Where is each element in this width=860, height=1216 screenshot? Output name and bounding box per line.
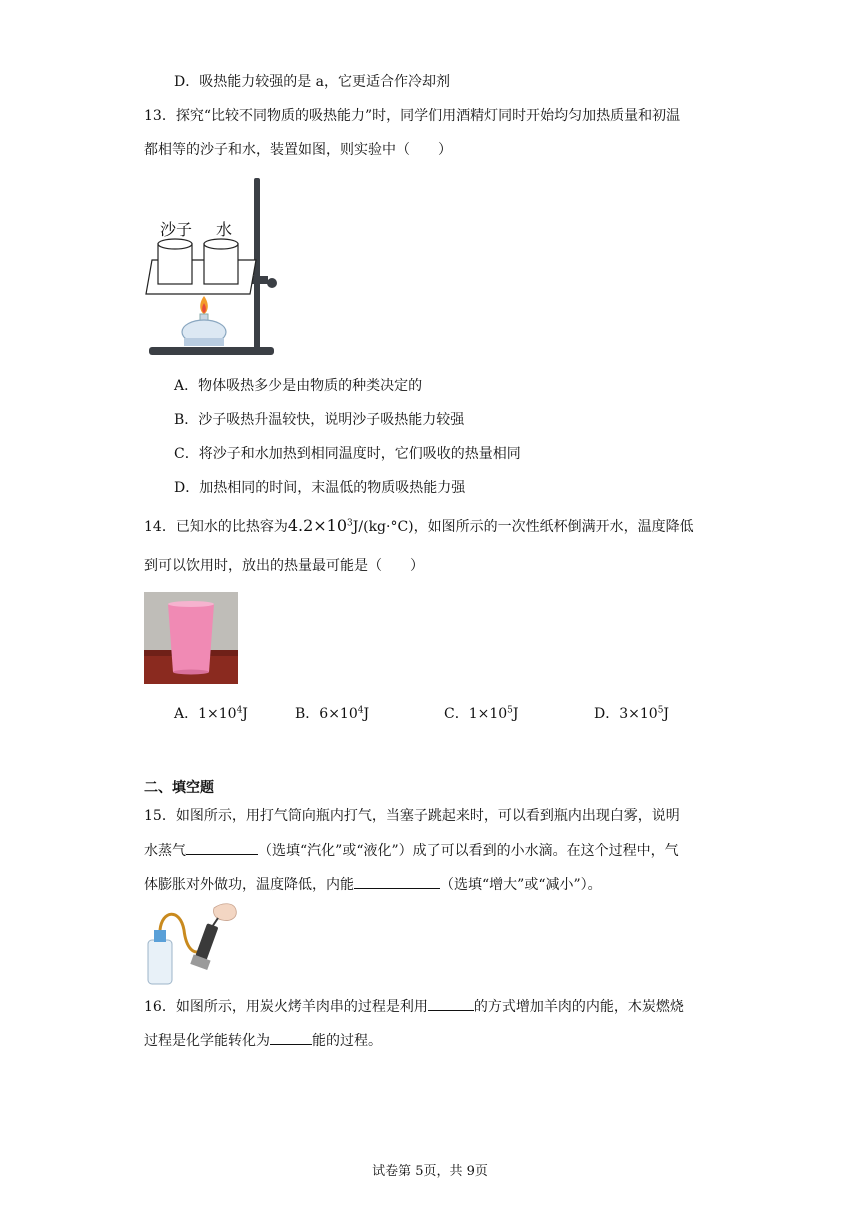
q15-line1: 15．如图所示，用打气筒向瓶内打气，当塞子跳起来时，可以看到瓶内出现白雾，说明 — [144, 808, 680, 824]
q15-blank-1[interactable] — [186, 840, 258, 855]
q14-option-a — [174, 704, 248, 724]
q14-option-b-unit: J — [363, 706, 370, 722]
q14-option-c — [444, 704, 519, 724]
q16-line1 — [144, 996, 684, 1017]
q12-option-d: D．吸热能力较强的是 a，它更适合作冷却剂 — [174, 74, 451, 90]
q14-coef: 4.2×10 — [287, 516, 348, 535]
q14-option-b-prefix: B．6×10 — [295, 706, 358, 722]
q14-unit: J/(kg·°C) — [352, 519, 414, 535]
sand-beaker — [158, 244, 192, 284]
paper-cup-photo — [144, 592, 238, 684]
bottle-stopper — [154, 930, 166, 942]
section-heading: 二、填空题 — [144, 780, 214, 796]
q13-stem-line1: 13．探究“比较不同物质的吸热能力”时，同学们用酒精灯同时开始均匀加热质量和初温 — [144, 108, 681, 124]
paper-cup-icon — [168, 604, 214, 672]
q13-option-d: D．加热相同的时间，末温低的物质吸热能力强 — [174, 480, 466, 496]
q14-exp: 3 — [347, 518, 353, 529]
q14-option-d-prefix: D．3×10 — [594, 706, 658, 722]
sand-beaker-rim — [158, 239, 192, 249]
air-pump-svg — [144, 900, 240, 988]
clamp-knob — [267, 278, 277, 288]
lamp-base — [184, 338, 224, 346]
q13-apparatus-figure — [144, 172, 284, 362]
q13-option-a: A．物体吸热多少是由物质的种类决定的 — [174, 378, 423, 394]
q16-line1-b: 的方式增加羊肉的内能，木炭燃烧 — [473, 999, 684, 1015]
q14-stem-suffix: ，如图所示的一次性纸杯倒满开水，温度降低 — [413, 519, 694, 535]
q16-line1-a: 16．如图所示，用炭火烤羊肉串的过程是利用 — [144, 999, 428, 1015]
q13-option-b: B．沙子吸热升温较快，说明沙子吸热能力较强 — [174, 412, 465, 428]
q15-line2-a: 水蒸气 — [144, 843, 186, 859]
water-beaker-rim — [204, 239, 238, 249]
q16-blank-1[interactable] — [428, 996, 474, 1011]
q16-line2-b: 能的过程。 — [312, 1033, 382, 1049]
q15-line2-b: （选填“汽化”或“液化”）成了可以看到的小水滴。在这个过程中，气 — [258, 843, 679, 859]
q16-blank-2[interactable] — [270, 1030, 312, 1045]
q16-line2 — [144, 1030, 382, 1051]
water-beaker — [204, 244, 238, 284]
q14-option-c-prefix: C．1×10 — [444, 706, 508, 722]
cup-bottom — [173, 670, 209, 675]
q14-stem-prefix: 14．已知水的比热容为 — [144, 519, 288, 535]
q14-option-c-unit: J — [512, 706, 519, 722]
q14-option-b — [295, 704, 369, 724]
q15-line2 — [144, 840, 679, 861]
q13-stem-line2: 都相等的沙子和水，装置如图，则实验中（ ） — [144, 142, 452, 158]
bottle-icon — [148, 940, 172, 984]
q14-option-d — [594, 704, 669, 724]
q14-stem-line2: 到可以饮用时，放出的热量最可能是（ ） — [144, 558, 424, 574]
q14-option-b-exp: 4 — [357, 705, 364, 716]
cup-rim — [168, 601, 214, 607]
q14-option-a-prefix: A．1×10 — [174, 706, 237, 722]
q14-option-d-unit: J — [663, 706, 670, 722]
air-pump-figure — [144, 900, 240, 988]
q13-apparatus-svg — [144, 172, 284, 362]
q14-option-c-exp: 5 — [507, 705, 513, 716]
q15-line3 — [144, 874, 602, 895]
q13-option-c: C．将沙子和水加热到相同温度时，它们吸收的热量相同 — [174, 446, 521, 462]
label-sand: 沙子 — [160, 220, 193, 239]
q15-line3-a: 体膨胀对外做功，温度降低，内能 — [144, 877, 354, 893]
q14-stem-line1 — [144, 516, 694, 537]
q14-option-a-exp: 4 — [236, 705, 243, 716]
page-footer: 试卷第 5页，共 9页 — [372, 1164, 488, 1179]
q14-option-a-unit: J — [242, 706, 248, 722]
q15-line3-b: （选填“增大”或“减小”）。 — [440, 877, 602, 893]
label-water: 水 — [216, 220, 233, 239]
paper-cup-svg — [144, 592, 238, 684]
q15-blank-2[interactable] — [354, 874, 440, 889]
q14-option-d-exp: 5 — [657, 705, 664, 716]
q16-line2-a: 过程是化学能转化为 — [144, 1033, 270, 1049]
